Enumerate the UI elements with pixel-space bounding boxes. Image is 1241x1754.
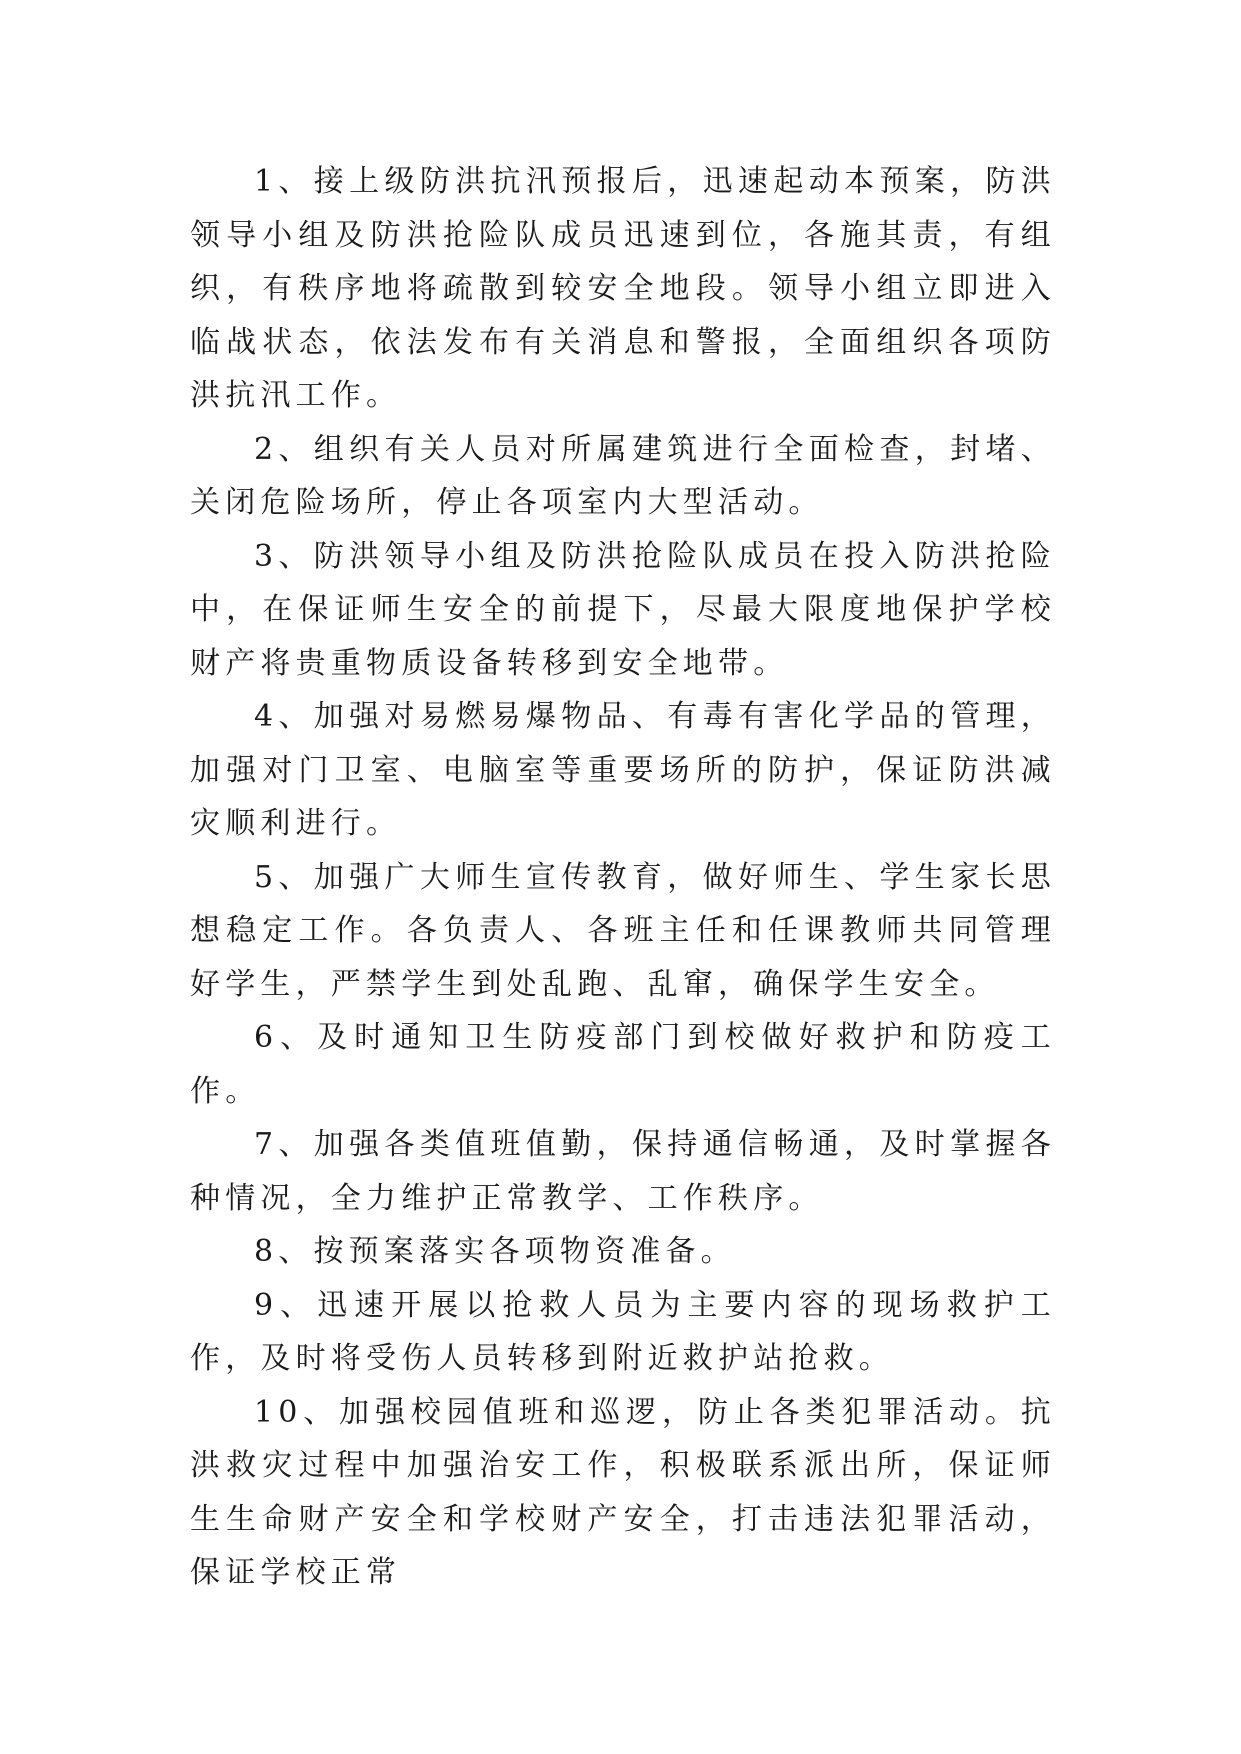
paragraph-5: 5、加强广大师生宣传教育，做好师生、学生家长思想稳定工作。各负责人、各班主任和任课教师共同管理好学生，严禁学生到处乱跑、乱窜，确保学生安全。 [190,859,1056,1002]
paragraph-10: 10、加强校园值班和巡逻，防止各类犯罪活动。抗洪救灾过程中加强治安工作，积极联系派出所，保证师生生命财产安全和学校财产安全，打击违法犯罪活动，保证学校正常 [190,1394,1056,1590]
paragraph-7: 7、加强各类值班值勤，保持通信畅通，及时掌握各种情况，全力维护正常教学、工作秩序。 [190,1127,1056,1216]
document-body [190,155,1056,1600]
paragraph-3: 3、防洪领导小组及防洪抢险队成员在投入防洪抢险中，在保证师生安全的前提下，尽最大限度地保护学校财产将贵重物质设备转移到安全地带。 [190,538,1056,681]
paragraph-4: 4、加强对易燃易爆物品、有毒有害化学品的管理，加强对门卫室、电脑室等重要场所的防护，保证防洪减灾顺利进行。 [190,699,1056,841]
paragraph-6: 6、及时通知卫生防疫部门到校做好救护和防疫工作。 [190,1020,1056,1109]
paragraph-8: 8、按预案落实各项物资准备。 [254,1234,736,1269]
paragraph-1: 1、接上级防洪抗汛预报后，迅速起动本预案，防洪领导小组及防洪抢险队成员迅速到位，各施其责，有组织，有秩序地将疏散到较安全地段。领导小组立即进入临战状态，依法发布有关消息和警报，全面组织各项防洪抗汛工作。 [190,164,1056,413]
paragraph-9: 9、迅速开展以抢救人员为主要内容的现场救护工作，及时将受伤人员转移到附近救护站抢救。 [190,1287,1056,1376]
paragraph-2: 2、组织有关人员对所属建筑进行全面检查，封堵、关闭危险场所，停止各项室内大型活动。 [190,431,1056,520]
